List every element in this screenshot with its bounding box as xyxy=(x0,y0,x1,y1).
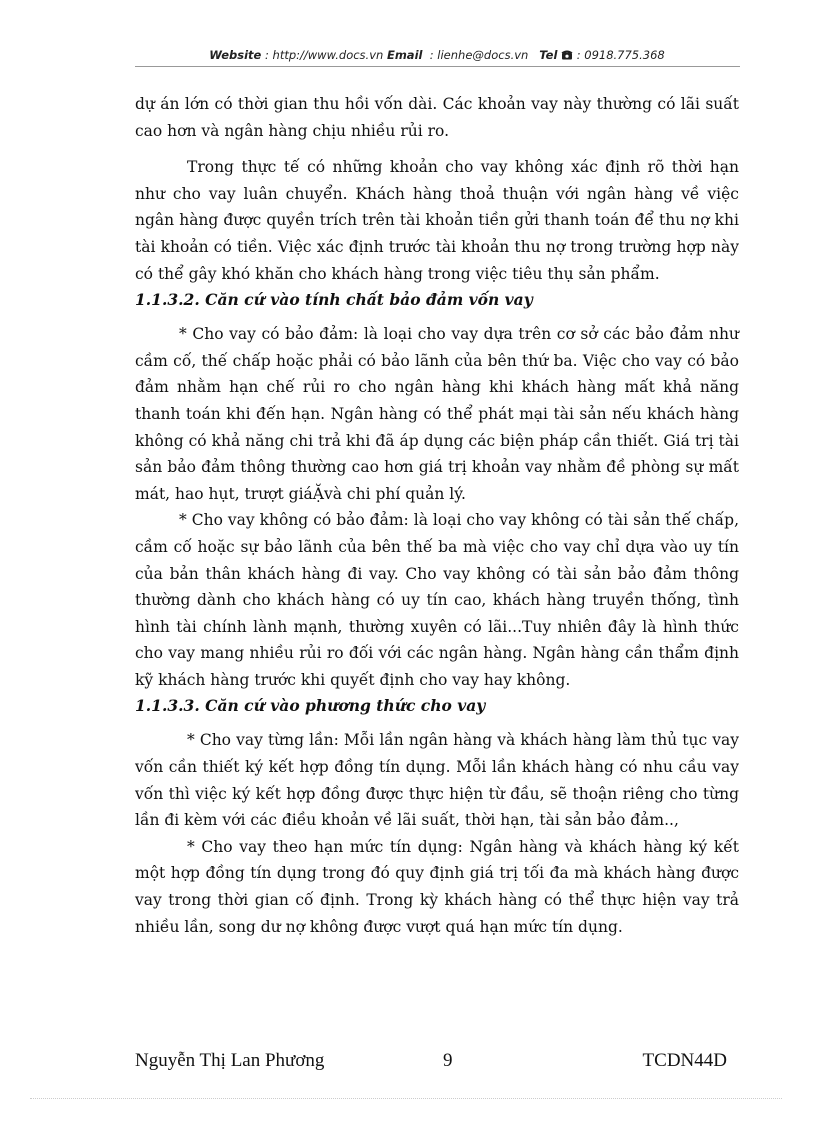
page-footer xyxy=(135,1050,727,1076)
website-link[interactable]: http://www.docs.vn xyxy=(272,48,384,62)
section-heading-1-1-3-2: 1.1.3.2. Căn cứ vào tính chất bảo đảm vốn vay xyxy=(135,290,533,310)
paragraph-6: * Cho vay theo hạn mức tín dụng: Ngân hàng và khách hàng ký kết một hợp đồng tín dụng trong đó quy định giá trị tối đa mà khách hàng được vay trong thời gian cố định. Trong kỳ khách hàng có thể thực hiện vay trả nhiều lần, song dư nợ không được vượt quá hạn mức tín dụng. xyxy=(135,837,739,936)
website-label: Website xyxy=(209,48,262,62)
email-link[interactable]: lienhe@docs.vn xyxy=(437,48,529,62)
paragraph-5: * Cho vay từng lần: Mỗi lần ngân hàng và khách hàng làm thủ tục vay vốn cần thiết ký kết hợp đồng tín dụng. Mỗi lần khách hàng có nhu cầu vay vốn thì việc ký kết hợp đồng được thực hiện từ đầu, sẽ thoận riêng cho từng lần đi kèm với các điều khoản về lãi suất, thời hạn, tài sản bảo đảm.., xyxy=(135,731,739,830)
paragraph-4: * Cho vay không có bảo đảm: là loại cho vay không có tài sản thế chấp, cầm cố hoặc sự bảo lãnh của bên thế ba mà việc cho vay chỉ dựa vào uy tín của bản thân khách hàng đi vay. Cho vay không có tài sản bảo đảm thông thường dành cho khách hàng có uy tín cao, khách hàng truyền thống, tình hình tài chính lành mạnh, thường xuyên có lãi...Tuy nhiên đây là hình thức cho vay mang nhiều rủi ro đối với các ngân hàng. Ngân hàng cần thẩm định kỹ khách hàng trước khi quyết định cho vay hay không. xyxy=(135,511,739,689)
tel-value: 0918.775.368 xyxy=(584,48,665,62)
bottom-divider xyxy=(30,1098,782,1099)
header-divider xyxy=(135,66,740,67)
footer-class-code: TCDN44D xyxy=(642,1050,727,1071)
email-label: Email xyxy=(386,48,423,62)
section-heading-1-1-3-3: 1.1.3.3. Căn cứ vào phương thức cho vay xyxy=(135,696,486,716)
document-body xyxy=(135,91,739,940)
paragraph-2: Trong thực tế có những khoản cho vay không xác định rõ thời hạn như cho vay luân chuyển. Khách hàng thoả thuận với ngân hàng về việc ngân hàng được quyền trích trên tài khoản tiền gửi thanh toán để thu nợ khi tài khoản có tiền. Việc xác định trước tài khoản thu nợ trong trường hợp này có thể gây khó khăn cho khách hàng trong việc tiêu thụ sản phẩm. xyxy=(135,158,739,283)
phone-icon xyxy=(561,49,573,60)
page-header: Website : http://www.docs.vn Email : lienhe@docs.vn Tel : 0918.775.368 xyxy=(209,48,665,62)
paragraph-1: dự án lớn có thời gian thu hồi vốn dài. Các khoản vay này thường có lãi suất cao hơn và ngân hàng chịu nhiều rủi ro. xyxy=(135,95,739,140)
tel-label: Tel xyxy=(539,48,558,62)
footer-author: Nguyễn Thị Lan Phương xyxy=(135,1050,325,1071)
paragraph-3: * Cho vay có bảo đảm: là loại cho vay dựa trên cơ sở các bảo đảm như cầm cố, thế chấp hoặc phải có bảo lãnh của bên thứ ba. Việc cho vay có bảo đảm nhằm hạn chế rủi ro cho ngân hàng khi khách hàng mất khả năng thanh toán khi đến hạn. Ngân hàng có thể phát mại tài sản nếu khách hàng không có khả năng chi trả khi đã áp dụng các biện pháp cần thiết. Giá trị tài sản bảo đảm thông thường cao hơn giá trị khoản vay nhằm đề phòng sự mất mát, hao hụt, trượt giáẶvà chi phí quản lý. xyxy=(135,325,739,503)
footer-page-number: 9 xyxy=(443,1050,453,1071)
